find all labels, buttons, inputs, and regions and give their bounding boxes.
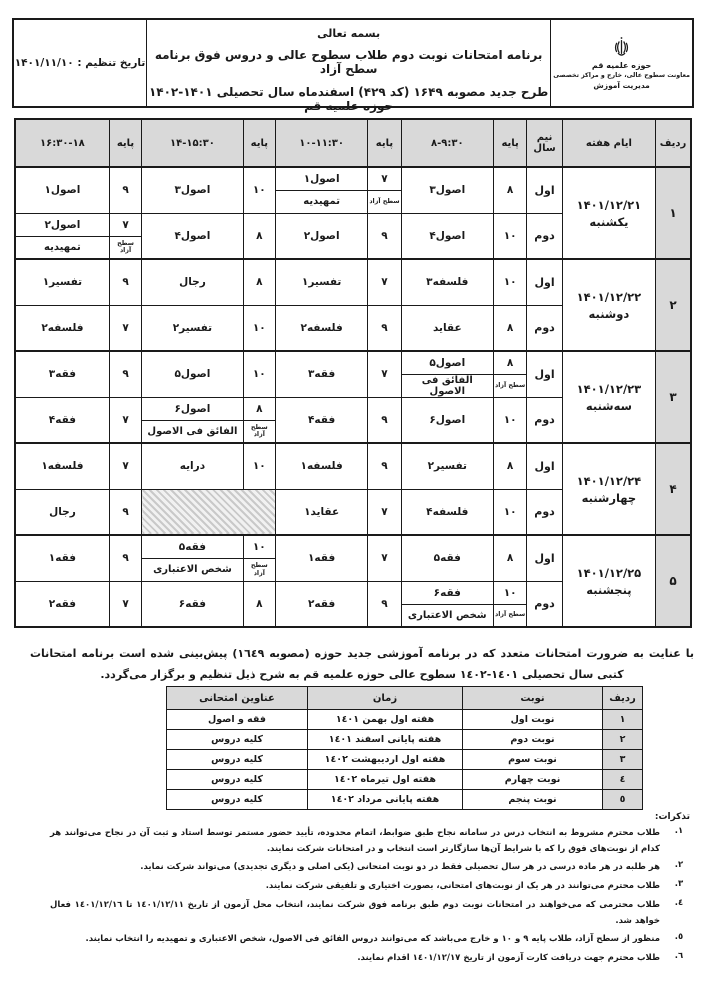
header-timeslot-2: ۱۰-۱۱:۳۰ bbox=[276, 119, 368, 167]
document-title-line1: برنامه امتحانات نوبت دوم طلاب سطوح عالی و دروس فوق برنامه سطح آزاد bbox=[154, 48, 543, 76]
subject-cell: فلسفه۴ bbox=[401, 489, 493, 535]
rounds-row bbox=[167, 710, 643, 730]
paye-sub-cell: سطح آزاد bbox=[493, 604, 526, 627]
note-item bbox=[50, 879, 690, 895]
paye-cell: ۱۰ bbox=[493, 213, 526, 259]
title-block bbox=[147, 20, 550, 113]
rounds-cell: ٢ bbox=[603, 730, 643, 750]
subject-sub-cell: تمهیدیه bbox=[15, 236, 109, 259]
exam-date: ۱۴۰۱/۱۲/۲۲ bbox=[576, 289, 642, 304]
paye-cell: ۹ bbox=[368, 397, 401, 443]
note-number: ٥. bbox=[674, 932, 684, 943]
note-text: طلاب محترم جهت دریافت کارت آزمون از تاریخ ١٤٠١/١٢/١٧ اقدام نمایند. bbox=[357, 953, 660, 964]
empty-hatched-cell bbox=[142, 489, 276, 535]
rounds-cell: کلیه دروس bbox=[167, 790, 308, 810]
exam-day-name: دوشنبه bbox=[588, 306, 630, 321]
semester-cell: دوم bbox=[527, 305, 562, 351]
subject-cell: فقه۱ bbox=[276, 535, 368, 581]
intro-paragraph: با عنایت به ضرورت امتحانات متعدد که در برنامه آموزشی جدید حوزه (مصوبه ١٦٤٩) پیش‌بینی شده است برنامه امتحانات کتبی سال تحصیلی ١٤٠١-١٤٠٢ سطوح عالی حوزه علمیه قم به شرح ذیل تنظیم و برگزار می‌گردد. bbox=[30, 647, 694, 681]
semester-cell: اول bbox=[527, 259, 562, 305]
row-number-cell: ۳ bbox=[656, 351, 691, 443]
exam-table-header-row bbox=[15, 119, 691, 167]
header-days: ایام هفته bbox=[562, 119, 655, 167]
exam-day-row bbox=[15, 535, 691, 558]
exam-day-row bbox=[15, 351, 691, 374]
notes-section bbox=[50, 812, 690, 970]
paye-cell: ۹ bbox=[109, 535, 141, 581]
note-number: ٣. bbox=[674, 879, 684, 890]
semester-cell: دوم bbox=[527, 397, 562, 443]
subject-cell: تفسیر۲ bbox=[401, 443, 493, 489]
subject-cell: فقه۵ bbox=[142, 535, 243, 558]
paye-cell: ۱۰ bbox=[243, 351, 275, 397]
note-text: هر طلبه در هر ماده درسی در هر سال تحصیلی فقط در دو نوبت امتحانی (یکی اصلی و دیگری تجدیدی) می‌تواند شرکت نماید. bbox=[140, 862, 660, 873]
paye-cell: ۱۰ bbox=[493, 259, 526, 305]
paye-cell: ۷ bbox=[109, 443, 141, 489]
rounds-cell: هفته اول تیرماه ١٤٠٢ bbox=[308, 770, 463, 790]
note-text: طلاب محترمی که می‌خواهند در امتحانات نوبت دوم طبق برنامه فوق شرکت نمایند، انتخاب محل آزمون از تاریخ ١٤٠١/١٢/١١ تا ١٤٠١/١٢/١٦ فعال خواهد شد. bbox=[50, 899, 661, 926]
paye-cell: ۹ bbox=[368, 581, 401, 627]
paye-cell: ۹ bbox=[109, 259, 141, 305]
paye-cell: ۷ bbox=[368, 259, 401, 305]
paye-cell: ۸ bbox=[493, 351, 526, 374]
note-text: طلاب محترم می‌توانند در هر یک از نوبت‌های امتحانی، بصورت اختیاری و تلفیقی شرکت نمایند. bbox=[265, 881, 660, 892]
note-number: ٦. bbox=[674, 951, 684, 962]
paye-cell: ۹ bbox=[368, 443, 401, 489]
note-text: طلاب محترم مشروط به انتخاب درس در سامانه نجاح طبق ضوابط، اتمام محدوده، تأیید حضور مستمر توسط استاد و ثبت آن در نجاح می‌توانند هر کدام از نوبت‌های فوق را که با شرایط آن‌ها سازگارتر است انتخاب و در امتحانات شرکت نمایند. bbox=[50, 828, 660, 854]
exam-day-row bbox=[15, 167, 691, 190]
rounds-cell: نوبت سوم bbox=[463, 750, 603, 770]
org-name: حوزه علمیه قم bbox=[591, 61, 652, 70]
paye-cell: ۸ bbox=[243, 213, 275, 259]
note-number: ٤. bbox=[674, 897, 684, 908]
header-timeslot-1: ۸-۹:۳۰ bbox=[401, 119, 493, 167]
subject-cell: اصول۱ bbox=[15, 167, 109, 213]
paye-cell: ۸ bbox=[493, 167, 526, 213]
notes-heading: تذکرات: bbox=[654, 812, 690, 822]
header-paye-2: پایه bbox=[368, 119, 401, 167]
header-semester: نیم سال bbox=[527, 119, 562, 167]
note-number: ١. bbox=[674, 826, 684, 836]
subject-sub-cell: الفائق فی الاصول bbox=[142, 420, 243, 443]
rounds-cell: هفته پایانی مرداد ١٤٠٢ bbox=[308, 790, 463, 810]
day-cell bbox=[562, 167, 655, 259]
rounds-cell: فقه و اصول bbox=[167, 710, 308, 730]
subject-sub-cell: شخص الاعتباری bbox=[401, 604, 493, 627]
paye-cell: ۹ bbox=[109, 351, 141, 397]
rounds-row bbox=[167, 790, 643, 810]
subject-cell: اصول۱ bbox=[276, 167, 368, 190]
note-item bbox=[50, 951, 690, 967]
subject-cell: فقه۲ bbox=[15, 581, 109, 627]
paye-cell: ۷ bbox=[109, 397, 141, 443]
note-item bbox=[50, 860, 690, 876]
rounds-cell: نوبت اول bbox=[463, 710, 603, 730]
subject-cell: اصول۵ bbox=[142, 351, 243, 397]
note-item bbox=[50, 898, 690, 929]
exam-day-name: سه‌شنبه bbox=[585, 398, 632, 413]
document-title-line2: طرح جدید مصوبه ۱۶۴۹ (کد ۴۲۹) اسفندماه سال تحصیلی ۱۴۰۱-۱۴۰۲ حوزه علمیه قم bbox=[148, 85, 549, 113]
subject-cell: فقه۳ bbox=[15, 351, 109, 397]
semester-cell: دوم bbox=[527, 581, 562, 627]
subject-cell: درایه bbox=[142, 443, 243, 489]
paye-cell: ۱۰ bbox=[243, 167, 275, 213]
subject-cell: فقه۱ bbox=[15, 535, 109, 581]
day-cell bbox=[562, 351, 655, 443]
subject-sub-cell: تمهیدیه bbox=[276, 190, 368, 213]
subject-sub-cell: شخص الاعتباری bbox=[142, 558, 243, 581]
paye-cell: ۷ bbox=[368, 167, 401, 190]
note-item bbox=[50, 932, 690, 948]
header-radif: ردیف bbox=[656, 119, 691, 167]
subject-cell: فلسفه۲ bbox=[15, 305, 109, 351]
subject-cell: عقاید۱ bbox=[276, 489, 368, 535]
header-timeslot-4: ۱۶:۳۰-۱۸ bbox=[15, 119, 109, 167]
paye-cell: ۸ bbox=[493, 443, 526, 489]
subject-cell: اصول۳ bbox=[401, 167, 493, 213]
rounds-row bbox=[167, 750, 643, 770]
paye-cell: ۷ bbox=[109, 581, 141, 627]
header-paye-1: پایه bbox=[493, 119, 526, 167]
subject-cell: فقه۵ bbox=[401, 535, 493, 581]
header-paye-3: پایه bbox=[243, 119, 275, 167]
header-timeslot-3: ۱۴-۱۵:۳۰ bbox=[142, 119, 243, 167]
semester-cell: اول bbox=[527, 167, 562, 213]
rounds-cell: ١ bbox=[603, 710, 643, 730]
semester-cell: دوم bbox=[527, 213, 562, 259]
exam-rounds-table bbox=[166, 686, 643, 810]
paye-sub-cell: سطح آزاد bbox=[493, 374, 526, 397]
paye-cell: ۷ bbox=[109, 213, 141, 236]
paye-cell: ۱۰ bbox=[243, 305, 275, 351]
subject-cell: تفسیر۲ bbox=[142, 305, 243, 351]
row-number-cell: ۴ bbox=[656, 443, 691, 535]
rounds-cell: نوبت پنجم bbox=[463, 790, 603, 810]
paye-cell: ۱۰ bbox=[243, 443, 275, 489]
note-item bbox=[50, 826, 690, 857]
rounds-cell: نوبت دوم bbox=[463, 730, 603, 750]
rounds-cell: نوبت چهارم bbox=[463, 770, 603, 790]
iran-allah-emblem-icon bbox=[613, 36, 630, 58]
exam-date: ۱۴۰۱/۱۲/۲۳ bbox=[576, 381, 642, 396]
rounds-cell: هفته اول بهمن ١٤٠١ bbox=[308, 710, 463, 730]
paye-cell: ۷ bbox=[368, 489, 401, 535]
paye-cell: ۷ bbox=[368, 351, 401, 397]
exam-date: ۱۴۰۱/۱۲/۲۵ bbox=[576, 565, 642, 580]
subject-cell: فقه۶ bbox=[142, 581, 243, 627]
paye-cell: ۸ bbox=[493, 535, 526, 581]
document-header bbox=[12, 18, 694, 113]
paye-sub-cell: سطح آزاد bbox=[243, 558, 275, 581]
besmala-text: بسمه تعالی bbox=[317, 27, 381, 40]
paye-sub-cell: سطح آزاد bbox=[243, 420, 275, 443]
note-number: ٢. bbox=[674, 860, 684, 871]
subject-cell: فقه۴ bbox=[15, 397, 109, 443]
prepared-date: تاریخ تنظیم : ۱۴۰۱/۱۱/۱۰ bbox=[14, 20, 147, 106]
subject-cell: فلسفه۱ bbox=[276, 443, 368, 489]
day-cell bbox=[562, 259, 655, 351]
rounds-table-body bbox=[167, 710, 643, 810]
exam-day-name: پنجشنبه bbox=[586, 582, 632, 597]
subject-cell: اصول۵ bbox=[401, 351, 493, 374]
subject-cell: فلسفه۲ bbox=[276, 305, 368, 351]
subject-sub-cell: الفائق فی الاصول bbox=[401, 374, 493, 397]
row-number-cell: ۲ bbox=[656, 259, 691, 351]
semester-cell: دوم bbox=[527, 489, 562, 535]
exam-schedule-table bbox=[14, 118, 692, 628]
paye-sub-cell: سطح آزاد bbox=[109, 236, 141, 259]
subject-cell: فلسفه۳ bbox=[401, 259, 493, 305]
subject-cell: اصول۳ bbox=[142, 167, 243, 213]
day-cell bbox=[562, 535, 655, 627]
exam-day-name: یکشنبه bbox=[589, 214, 629, 229]
note-text: منظور از سطح آزاد، طلاب پایه ٩ و ١٠ و خارج می‌باشد که می‌توانند دروس الفائق فی الاصول، شخص الاعتباری و تمهیدیه را انتخاب نمایند. bbox=[85, 934, 660, 945]
subject-cell: اصول۴ bbox=[142, 213, 243, 259]
rounds-cell: هفته پایانی اسفند ١٤٠١ bbox=[308, 730, 463, 750]
paye-cell: ۱۰ bbox=[493, 489, 526, 535]
paye-cell: ۱۰ bbox=[493, 397, 526, 443]
exam-day-name: چهارشنبه bbox=[581, 490, 637, 505]
subject-cell: اصول۴ bbox=[401, 213, 493, 259]
paye-cell: ۸ bbox=[493, 305, 526, 351]
org-department: معاونت سطوح عالی، خارج و مراکز تخصصی bbox=[553, 72, 690, 79]
paye-cell: ۱۰ bbox=[243, 535, 275, 558]
rounds-header-row bbox=[167, 687, 643, 710]
org-unit: مدیریت آموزش bbox=[593, 81, 650, 90]
subject-cell: فقه۴ bbox=[276, 397, 368, 443]
rounds-header-subjects: عناوین امتحانی bbox=[167, 687, 308, 710]
paye-cell: ۹ bbox=[368, 213, 401, 259]
rounds-header-time: زمان bbox=[308, 687, 463, 710]
subject-cell: فقه۳ bbox=[276, 351, 368, 397]
paye-cell: ۹ bbox=[109, 167, 141, 213]
subject-cell: فقه۶ bbox=[401, 581, 493, 604]
subject-cell: اصول۶ bbox=[142, 397, 243, 420]
rounds-cell: کلیه دروس bbox=[167, 750, 308, 770]
rounds-cell: ٥ bbox=[603, 790, 643, 810]
row-number-cell: ۵ bbox=[656, 535, 691, 627]
subject-cell: فلسفه۱ bbox=[15, 443, 109, 489]
rounds-cell: ٤ bbox=[603, 770, 643, 790]
day-cell bbox=[562, 443, 655, 535]
paye-cell: ۹ bbox=[368, 305, 401, 351]
rounds-header-radif: ردیف bbox=[603, 687, 643, 710]
rounds-header-round: نوبت bbox=[463, 687, 603, 710]
rounds-cell: کلیه دروس bbox=[167, 730, 308, 750]
subject-cell: تفسیر۱ bbox=[276, 259, 368, 305]
rounds-row bbox=[167, 770, 643, 790]
subject-cell: رجال bbox=[142, 259, 243, 305]
exam-day-row bbox=[15, 443, 691, 466]
paye-sub-cell: سطح آزاد bbox=[368, 190, 401, 213]
subject-cell: تفسیر۱ bbox=[15, 259, 109, 305]
organization-block bbox=[550, 20, 692, 106]
paye-cell: ۱۰ bbox=[493, 581, 526, 604]
semester-cell: اول bbox=[527, 351, 562, 397]
exam-table-body bbox=[15, 167, 691, 627]
notes-list bbox=[50, 826, 690, 967]
exam-day-row bbox=[15, 259, 691, 282]
subject-cell: اصول۶ bbox=[401, 397, 493, 443]
paye-cell: ۷ bbox=[368, 535, 401, 581]
paye-cell: ۷ bbox=[109, 305, 141, 351]
exam-date: ۱۴۰۱/۱۲/۲۴ bbox=[576, 473, 642, 488]
subject-cell: رجال bbox=[15, 489, 109, 535]
rounds-cell: کلیه دروس bbox=[167, 770, 308, 790]
exam-date: ۱۴۰۱/۱۲/۲۱ bbox=[576, 197, 642, 212]
rounds-row bbox=[167, 730, 643, 750]
paye-cell: ۸ bbox=[243, 581, 275, 627]
header-paye-4: پایه bbox=[109, 119, 141, 167]
subject-cell: عقاید bbox=[401, 305, 493, 351]
rounds-cell: ٣ bbox=[603, 750, 643, 770]
row-number-cell: ۱ bbox=[656, 167, 691, 259]
paye-cell: ۸ bbox=[243, 259, 275, 305]
semester-cell: اول bbox=[527, 443, 562, 489]
subject-cell: اصول۲ bbox=[15, 213, 109, 236]
paye-cell: ۸ bbox=[243, 397, 275, 420]
semester-cell: اول bbox=[527, 535, 562, 581]
rounds-cell: هفته اول اردیبهشت ١٤٠٢ bbox=[308, 750, 463, 770]
paye-cell: ۹ bbox=[109, 489, 141, 535]
subject-cell: اصول۲ bbox=[276, 213, 368, 259]
subject-cell: فقه۲ bbox=[276, 581, 368, 627]
